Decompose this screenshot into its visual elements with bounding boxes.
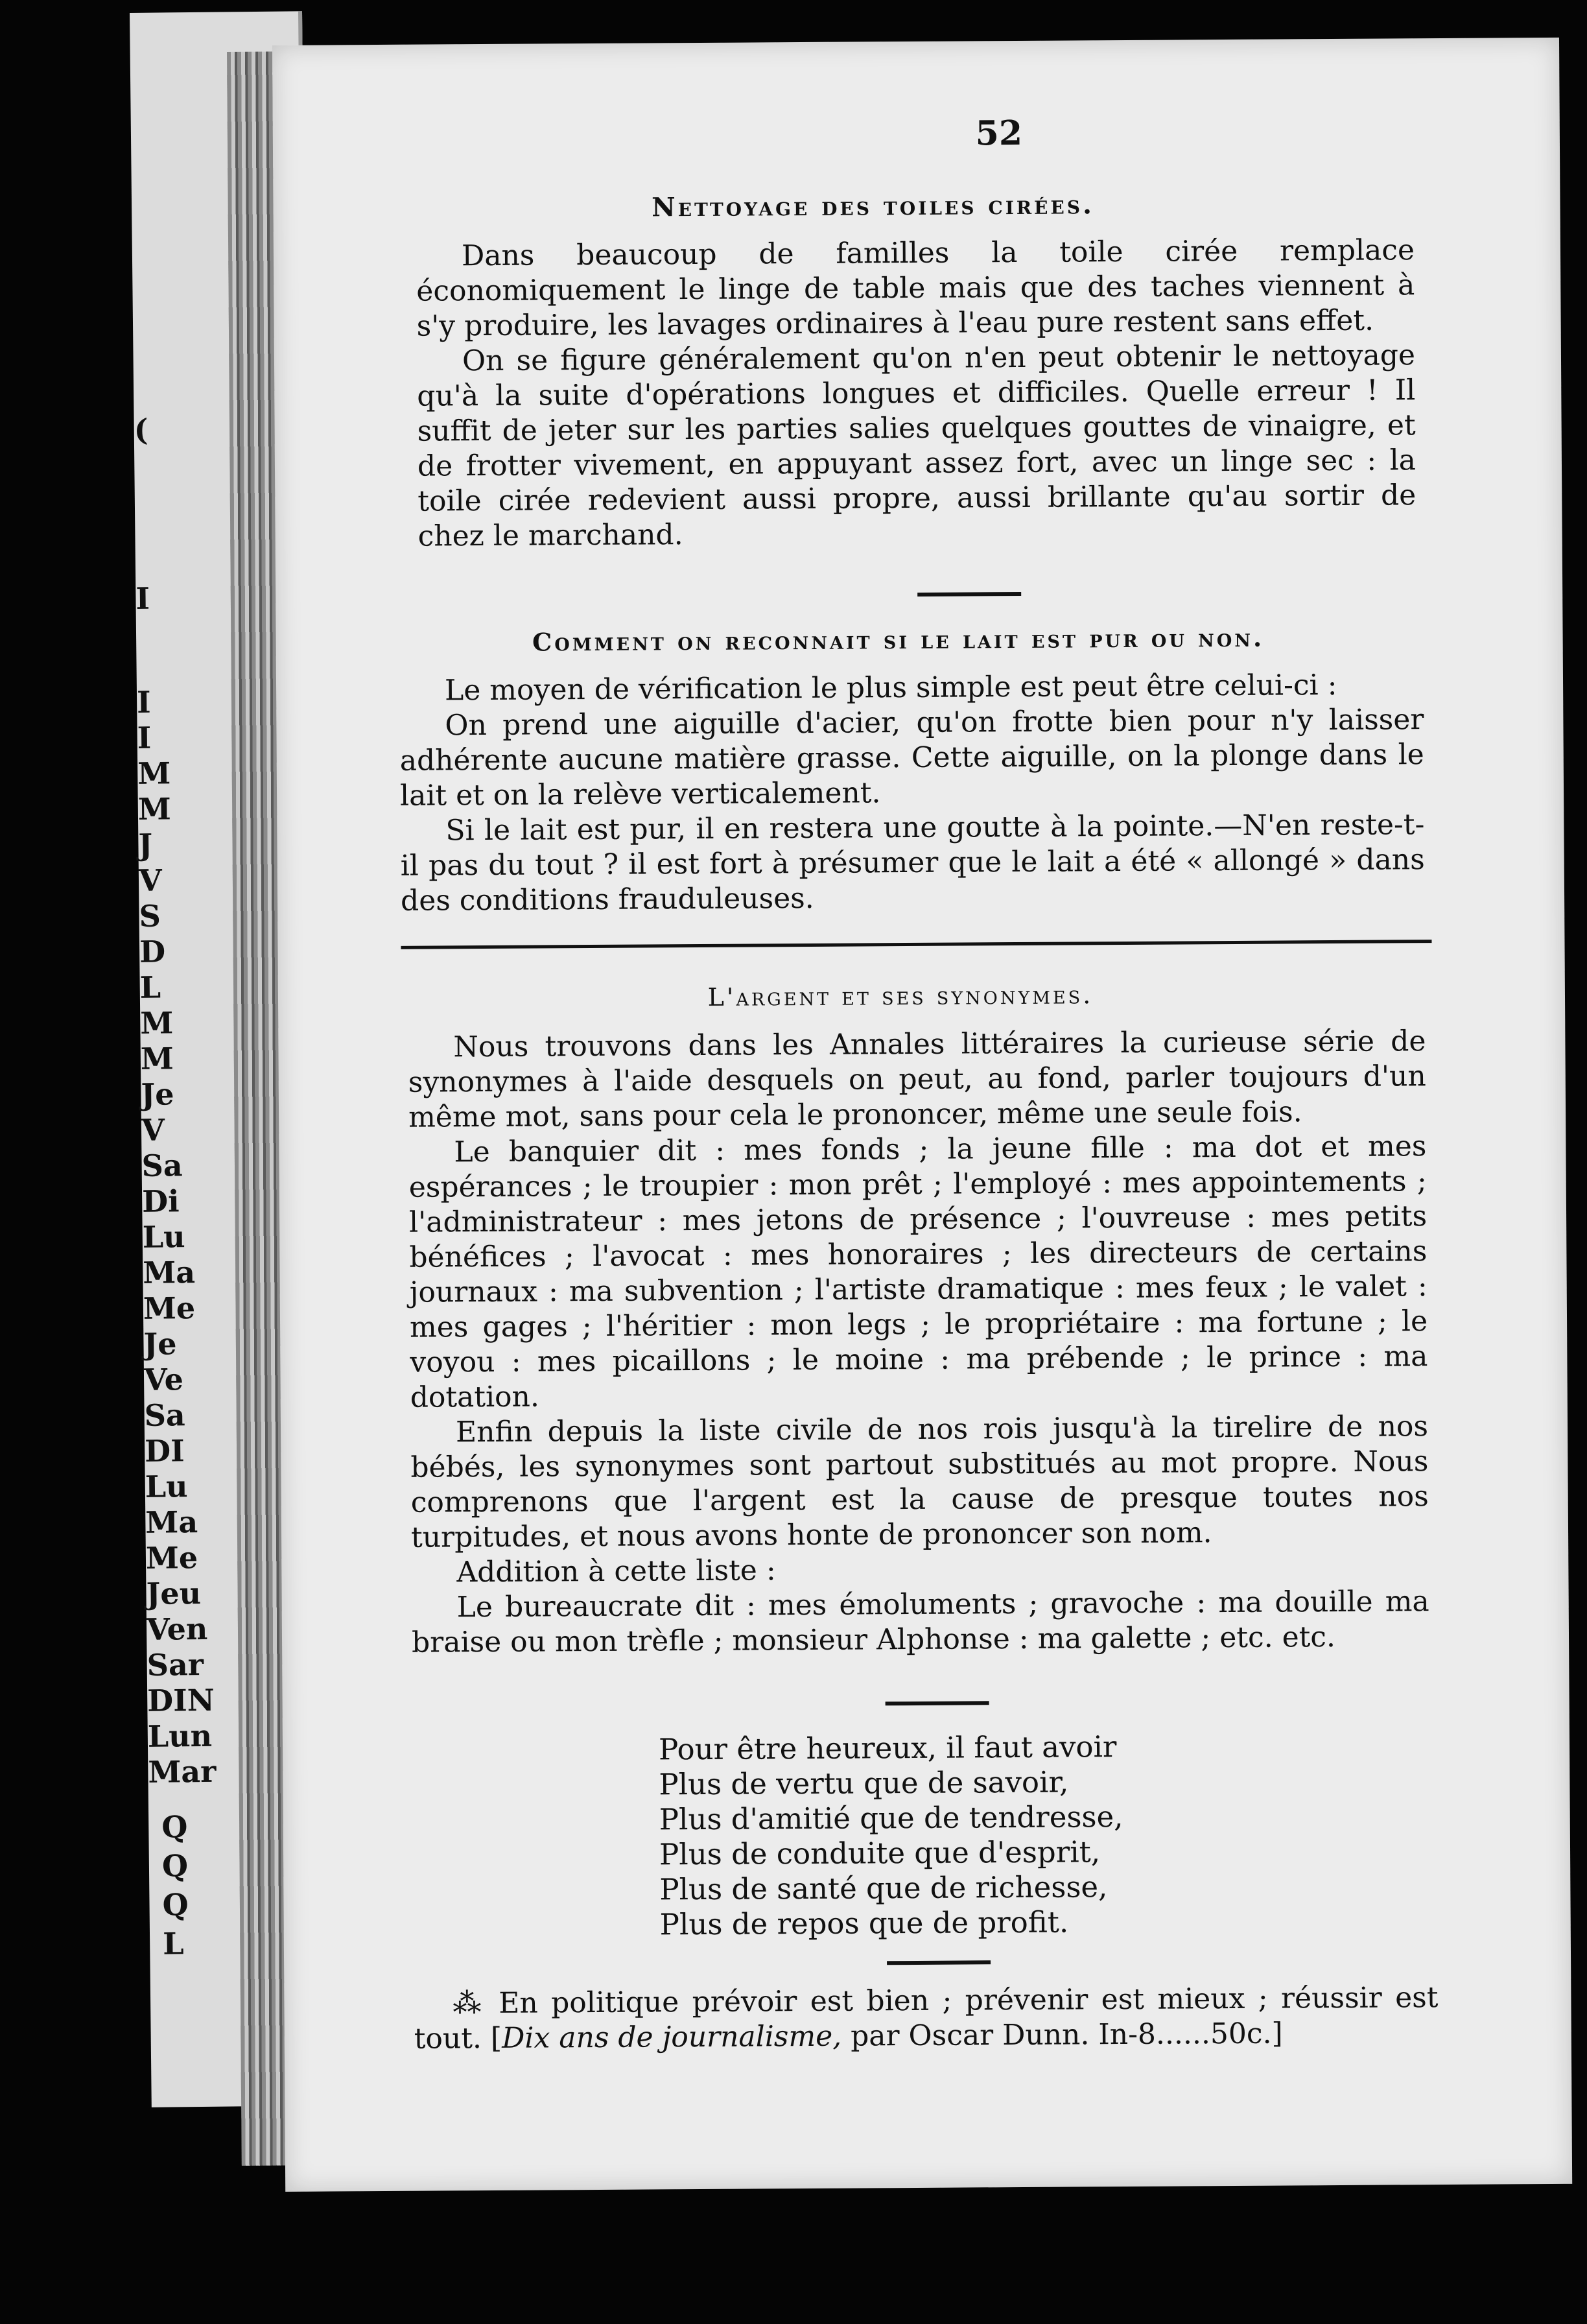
under-page-letter: Di (141, 1183, 180, 1219)
paragraph: Le moyen de vérification le plus simple est peut être celui-ci : (444, 668, 1337, 707)
paragraph: Nous trouvons dans les Annales littéraires la curieuse série de synonymes à l'aide desquels on peut, au fond, parler toujours d'un même mot, sans pour cela le prononcer, même une seule fois. (408, 1025, 1426, 1134)
poem-line: Plus de vertu que de savoir, (659, 1764, 1069, 1802)
poem-line: Plus d'amitié que de tendresse, (659, 1799, 1123, 1837)
paragraph: Si le lait est pur, il en restera une goutte à la pointe.—N'en reste-t-il pas du tout ? il est fort à présumer que le lait a été « allongé » dans des conditions frauduleuses. (400, 808, 1425, 918)
under-page-letter: I (135, 580, 150, 616)
poem (659, 1729, 1124, 1942)
page-number: 52 (975, 113, 1023, 154)
under-page-letter: ( (134, 412, 148, 447)
under-page-letter: L (162, 1926, 184, 1962)
under-page-letter: M (137, 791, 172, 827)
under-page-letter: Sa (141, 1148, 183, 1183)
under-page-letter: V (141, 1112, 165, 1148)
under-page-letter: Lun (147, 1718, 213, 1754)
under-page-letter: M (140, 1005, 174, 1041)
under-page-letter: Q (162, 1887, 189, 1923)
paragraph: Addition à cette liste : (456, 1554, 776, 1589)
citation-title: Dix ans de journalisme, (501, 2019, 842, 2055)
section-body-lait (399, 667, 1425, 919)
under-page-letter: Ma (143, 1255, 196, 1290)
under-page-letter: Mar (148, 1753, 217, 1790)
under-page-letter: M (137, 755, 171, 791)
citation-open: [ (490, 2021, 502, 2055)
section-title-lait: Comment on reconnait si le lait est pur ou non. (532, 622, 1265, 657)
under-page-letter: Je (141, 1076, 174, 1112)
paragraph: Le bureaucrate dit : mes émoluments ; gravoche : ma douille ma braise ou mon trèfle ; monsieur Alphonse : ma galette ; etc. etc. (411, 1585, 1429, 1659)
under-page-letter: S (139, 898, 161, 934)
under-page-letter: Lu (145, 1469, 188, 1504)
paragraph: Le banquier dit : mes fonds ; la jeune fille : ma dot et mes espérances ; le troupier : mon prêt ; l'employé : mes appointements ; l'administrateur : mes jetons de présence ; l'ouvreuse : mes petits bénéfices ; l'avocat : mes honoraires ; les directeurs de certains journaux : ma subvention ; l'artiste dramatique : mes feux ; le valet : mes gages ; l'héritier : mon legs ; le propriétaire : ma fortune ; le voyou : mes picaillons ; le moine : ma prébende ; le prince : ma dotation. (408, 1130, 1428, 1414)
footnote (414, 1980, 1439, 2057)
under-page-letter: DI (144, 1433, 185, 1469)
under-page-letter: V (138, 862, 162, 898)
under-page-letter: Sa (144, 1397, 185, 1433)
paragraph: Enfin depuis la liste civile de nos rois jusqu'à la tirelire de nos bébés, les synonymes sont partout substitués au mot propre. Nous comprenons que l'argent est la cause de presque toutes nos turpitudes, et nous avons honte de prononcer son nom. (410, 1410, 1429, 1554)
poem-line: Plus de conduite que d'esprit, (659, 1834, 1101, 1872)
under-page-letter: L (139, 969, 161, 1005)
section-divider (401, 940, 1431, 949)
under-page-letter: Ve (143, 1362, 184, 1397)
under-page-letter: D (139, 934, 166, 969)
section-divider (886, 1701, 989, 1705)
under-page-letter: Q (161, 1809, 188, 1845)
under-page-letter: Je (143, 1326, 177, 1362)
section-title-toiles-cirees: Nettoyage des toiles cirées. (651, 189, 1095, 223)
poem-line: Plus de repos que de profit. (659, 1904, 1069, 1942)
under-page-letter: Q (161, 1848, 189, 1884)
poem-line: Plus de santé que de richesse, (659, 1869, 1108, 1907)
paragraph: On prend une aiguille d'acier, qu'on frotte bien pour n'y laisser adhérente aucune matière grasse. Cette aiguille, on la plonge dans le lait et on la relève verticalement. (399, 703, 1424, 812)
under-page-letter: I (137, 720, 152, 755)
section-divider (917, 592, 1021, 597)
under-page-letter: J (138, 827, 153, 862)
under-page-letter: Jeu (146, 1575, 202, 1611)
under-page-letter: I (136, 684, 151, 720)
section-divider (887, 1960, 991, 1965)
citation-details: par Oscar Dunn. In-8......50c.] (851, 2017, 1283, 2053)
under-page-letter: Lu (142, 1219, 185, 1255)
under-page-letter: Sar (147, 1646, 204, 1683)
section-body-toiles-cirees (416, 233, 1417, 554)
under-page-letter: Ven (146, 1611, 208, 1647)
under-page-letter: Ma (145, 1504, 198, 1540)
section-title-argent: L'argent et ses synonymes. (707, 980, 1094, 1012)
book-page (272, 38, 1572, 2192)
asterism-icon: ⁂ (453, 1987, 486, 2021)
under-page-letter: Me (145, 1540, 198, 1576)
poem-line: Pour être heureux, il faut avoir (658, 1729, 1117, 1767)
paragraph: Dans beaucoup de familles la toile cirée remplace économiquement le linge de table mais que des taches viennent à s'y produire, les lavages ordinaires à l'eau pure restent sans effet. (416, 233, 1415, 343)
paragraph: On se figure généralement qu'on n'en peut obtenir le nettoyage qu'à la suite d'opérations longues et difficiles. Quelle erreur ! Il suffit de jeter sur les parties salies quelques gouttes de vinaigre, et de frotter vivement, en appuyant assez fort, avec un linge sec : la toile cirée redevient aussi propre, aussi brillante qu'au sortir de chez le marchand. (417, 338, 1417, 553)
under-page-letter: DIN (147, 1682, 215, 1718)
footnote-text: En politique prévoir est bien ; prévenir est mieux ; réussir est tout. (414, 1981, 1439, 2056)
section-body-argent (408, 1024, 1429, 1661)
under-page-letter: M (140, 1041, 174, 1076)
under-page-letter: Me (143, 1290, 196, 1326)
